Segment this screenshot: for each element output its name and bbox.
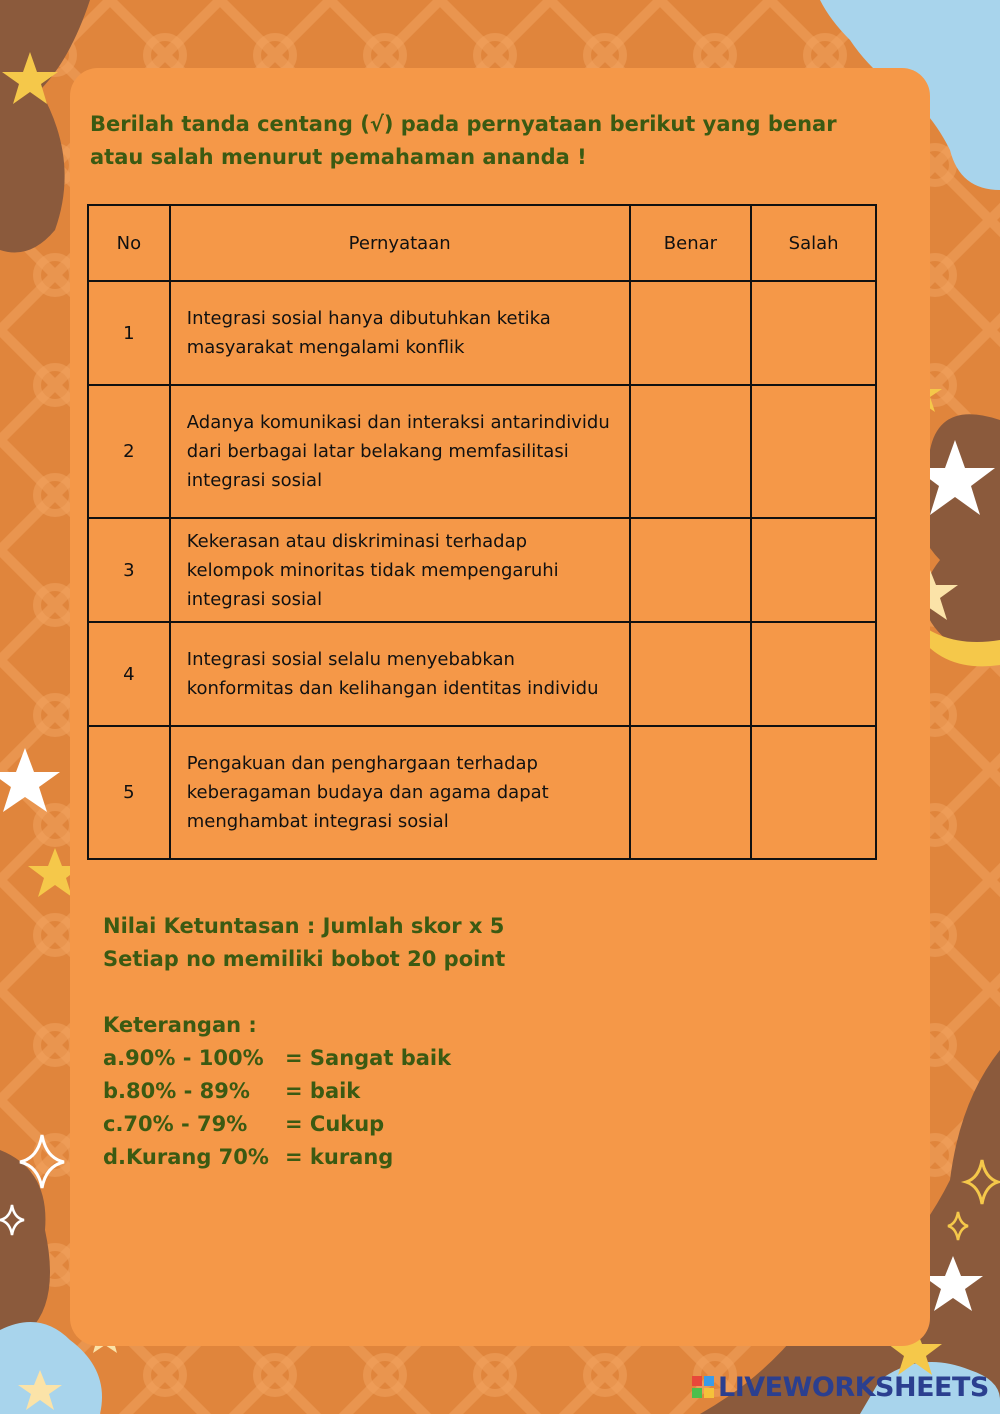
row-number: 2	[88, 385, 170, 518]
scoring-section	[103, 910, 505, 1174]
answer-false-cell[interactable]	[751, 281, 876, 385]
legend-range: b.80% - 89%	[103, 1079, 250, 1103]
legend-label: = baik	[285, 1079, 361, 1103]
legend-range: a.90% - 100%	[103, 1046, 264, 1070]
row-number: 1	[88, 281, 170, 385]
row-statement: Pengakuan dan penghargaan terhadap keberagaman budaya dan agama dapat menghambat integrasi sosial	[170, 726, 630, 859]
answer-true-cell[interactable]	[630, 518, 752, 622]
header-no: No	[88, 205, 170, 281]
statement-table	[87, 204, 877, 860]
answer-true-cell[interactable]	[630, 622, 752, 726]
row-statement: Integrasi sosial hanya dibutuhkan ketika masyarakat mengalami konflik	[170, 281, 630, 385]
row-number: 3	[88, 518, 170, 622]
row-number: 5	[88, 726, 170, 859]
table-row	[88, 281, 876, 385]
scoring-weight: Setiap no memiliki bobot 20 point	[103, 947, 506, 971]
spacer	[103, 976, 505, 1009]
header-true: Benar	[630, 205, 752, 281]
legend-range: d.Kurang 70%	[103, 1145, 269, 1169]
legend-label: = Sangat baik	[285, 1046, 452, 1070]
legend-item	[103, 1075, 505, 1108]
legend-item	[103, 1108, 505, 1141]
scoring-formula: Nilai Ketuntasan : Jumlah skor x 5	[103, 914, 505, 938]
row-statement: Adanya komunikasi dan interaksi antarindividu dari berbagai latar belakang memfasilitasi integrasi sosial	[170, 385, 630, 518]
row-statement: Kekerasan atau diskriminasi terhadap kelompok minoritas tidak mempengaruhi integrasi sosial	[170, 518, 630, 622]
row-number: 4	[88, 622, 170, 726]
table-row	[88, 726, 876, 859]
header-false: Salah	[751, 205, 876, 281]
answer-true-cell[interactable]	[630, 726, 752, 859]
answer-false-cell[interactable]	[751, 726, 876, 859]
header-statement: Pernyataan	[170, 205, 630, 281]
answer-false-cell[interactable]	[751, 518, 876, 622]
legend-item	[103, 1042, 505, 1075]
instruction-text: Berilah tanda centang (√) pada pernyataan berikut yang benar atau salah menurut pemahaman ananda !	[90, 112, 837, 169]
table-row	[88, 622, 876, 726]
liveworksheets-logo[interactable]	[692, 1372, 989, 1408]
legend-item	[103, 1141, 505, 1174]
table-row	[88, 518, 876, 622]
answer-true-cell[interactable]	[630, 385, 752, 518]
answer-true-cell[interactable]	[630, 281, 752, 385]
row-statement: Integrasi sosial selalu menyebabkan konformitas dan kelihangan identitas individu	[170, 622, 630, 726]
legend-title: Keterangan :	[103, 1013, 257, 1037]
answer-false-cell[interactable]	[751, 622, 876, 726]
legend-label: = kurang	[285, 1145, 394, 1169]
table-row	[88, 385, 876, 518]
legend-range: c.70% - 79%	[103, 1112, 248, 1136]
liveworksheets-logo-icon	[692, 1376, 714, 1398]
answer-false-cell[interactable]	[751, 385, 876, 518]
table-header-row	[88, 205, 876, 281]
logo-text: LIVEWORKSHEETS	[718, 1372, 989, 1403]
legend-label: = Cukup	[285, 1112, 385, 1136]
